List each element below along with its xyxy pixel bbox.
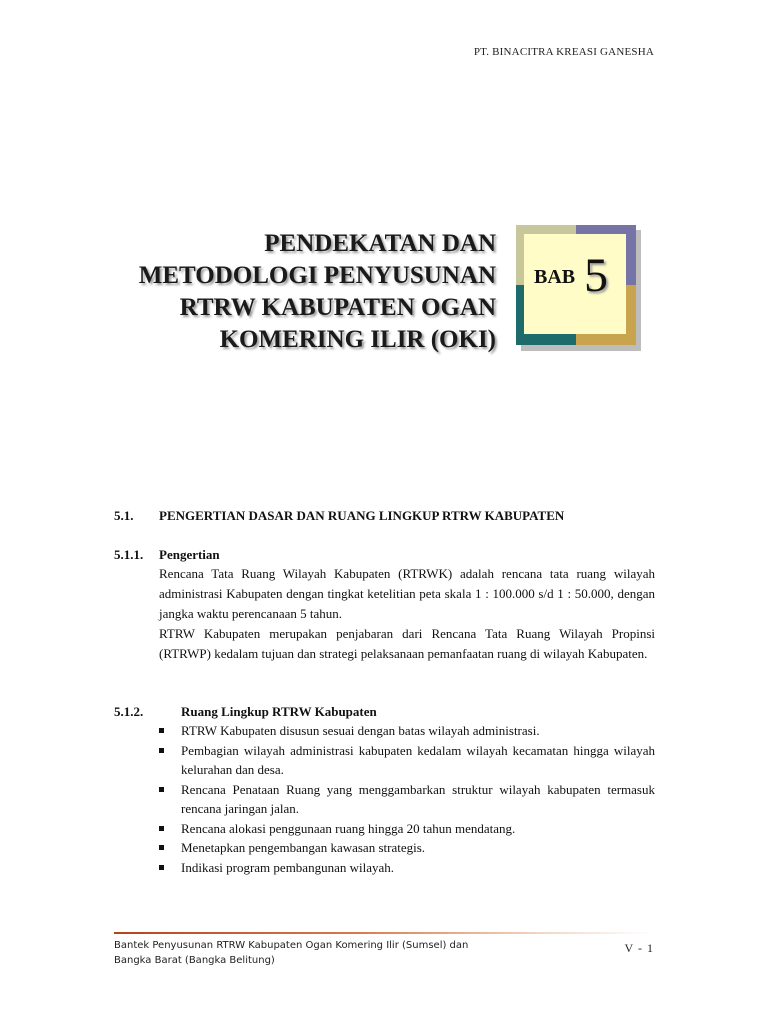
bullet-square-icon <box>159 787 164 792</box>
list-item-text: RTRW Kabupaten disusun sesuai dengan batas wilayah administrasi. <box>181 723 540 738</box>
list-item-text: Rencana alokasi penggunaan ruang hingga 20 tahun mendatang. <box>181 820 516 836</box>
chapter-title-line: METODOLOGI PENYUSUNAN <box>138 262 496 289</box>
chapter-badge <box>516 225 642 351</box>
chapter-title-line: PENDEKATAN DAN <box>264 230 496 257</box>
footer-line: Bantek Penyusunan RTRW Kabupaten Ogan Komering Ilir (Sumsel) dan <box>114 940 469 951</box>
list-item <box>159 721 655 741</box>
bullet-square-icon <box>159 845 164 850</box>
paragraph: RTRW Kabupaten merupakan penjabaran dari Rencana Tata Ruang Wilayah Propinsi (RTRWP) kedalam tujuan dan strategi pelaksanaan pemanfaatan ruang di wilayah Kabupaten. <box>159 626 655 661</box>
footer-text <box>114 938 514 968</box>
bullet-square-icon <box>159 748 164 753</box>
subsection-title: Ruang Lingkup RTRW Kabupaten <box>181 704 377 719</box>
list-item-text: Menetapkan pengembangan kawasan strategis. <box>181 840 426 855</box>
list-item-text: Indikasi program pembangunan wilayah. <box>181 859 394 875</box>
section-title: PENGERTIAN DASAR DAN RUANG LINGKUP RTRW KABUPATEN <box>159 508 565 523</box>
paragraph: Rencana Tata Ruang Wilayah Kabupaten (RTRWK) adalah rencana tata ruang wilayah administrasi Kabupaten dengan tingkat ketelitian peta skala 1 : 100.000 s/d 1 : 50.000, dengan jangka waktu perencanaan 5 tahun. <box>159 566 655 621</box>
section-number: 5.1. <box>114 508 134 523</box>
bullet-square-icon <box>159 826 164 831</box>
chapter-title <box>76 228 496 356</box>
bab-label: BAB <box>534 266 576 288</box>
chapter-title-line: KOMERING ILIR (OKI) <box>219 326 496 353</box>
subsection-title: Pengertian <box>159 547 220 562</box>
badge-panel <box>524 234 626 334</box>
footer-line: Bangka Barat (Bangka Belitung) <box>114 955 275 966</box>
footer-divider <box>114 932 654 934</box>
list-item-text: Rencana Penataan Ruang yang menggambarkan struktur wilayah kabupaten termasuk rencana jaringan jalan. <box>181 781 655 816</box>
list-item <box>159 838 655 858</box>
page-number: V - 1 <box>624 941 654 955</box>
company-header: PT. BINACITRA KREASI GANESHA <box>473 46 654 58</box>
list-item-text: Pembagian wilayah administrasi kabupaten kedalam wilayah kecamatan hingga wilayah kelurahan dan desa. <box>181 742 655 777</box>
bab-number: 5 <box>584 249 608 302</box>
subsection-number: 5.1.1. <box>114 547 144 562</box>
list-item <box>159 741 655 780</box>
bullet-square-icon <box>159 728 164 733</box>
chapter-title-line: RTRW KABUPATEN OGAN <box>179 294 496 321</box>
list-item <box>159 819 655 839</box>
bullet-square-icon <box>159 865 164 870</box>
list-item <box>159 858 655 878</box>
subsection-number: 5.1.2. <box>114 704 144 719</box>
scope-bullet-list <box>159 721 655 877</box>
list-item <box>159 780 655 819</box>
